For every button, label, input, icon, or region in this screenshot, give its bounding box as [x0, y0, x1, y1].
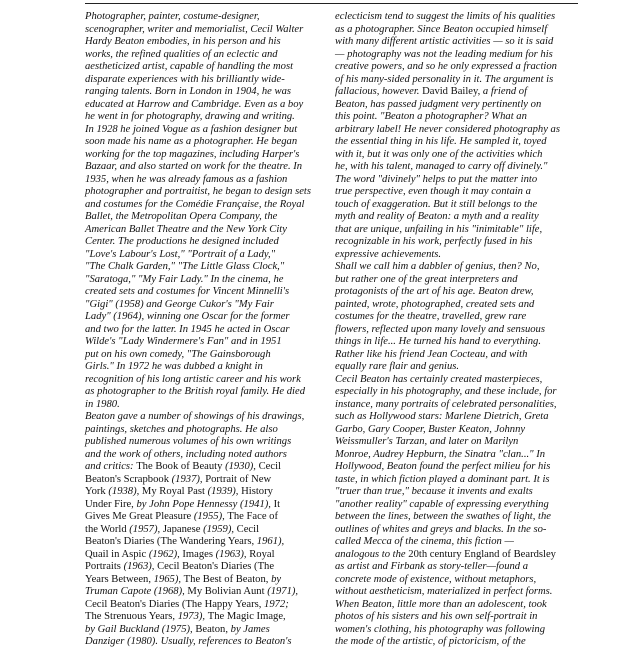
text-run: My Bolivian Aunt: [187, 586, 268, 597]
text-line: [85, 186, 337, 199]
text-run: Cecil Beaton has certainly created masterpieces,: [335, 373, 543, 385]
text-run: "Love's Labour's Lost," "Portrait of a Lady,": [85, 248, 276, 260]
text-run: as a photographer. Since Beaton occupied himself: [335, 23, 548, 35]
text-line: [85, 624, 337, 637]
text-run: painted, wrote, photographed, created sets and: [335, 298, 535, 310]
text-line: [85, 211, 337, 224]
text-run: (1963),: [215, 548, 250, 560]
text-run: — photography was not the leading medium for his: [335, 48, 553, 60]
text-run: (1971),: [267, 586, 299, 597]
text-run: flowers, reflected upon many lovely and sensuous: [335, 323, 545, 335]
text-line: [85, 399, 337, 412]
text-line: [335, 461, 587, 474]
text-line: [85, 486, 337, 499]
text-line: [85, 499, 337, 512]
text-line: [335, 261, 587, 274]
text-line: [335, 624, 587, 637]
text-run: instance, many portraits of celebrated personalities,: [335, 398, 557, 410]
text-run: works, the refined qualities of an eclectic and: [85, 48, 278, 60]
top-rule: [85, 3, 578, 4]
text-line: [85, 99, 337, 112]
text-line: [85, 424, 337, 437]
text-run: Under Fire,: [85, 498, 137, 510]
text-line: [85, 374, 337, 387]
text-run: with it, but it was only one of the activities which: [335, 148, 543, 160]
text-run: that are unique, unfailing in his "inimitable" life,: [335, 223, 543, 235]
text-line: [335, 61, 587, 74]
text-line: [85, 261, 337, 274]
text-line: [85, 49, 337, 62]
text-run: The Strenuous Years,: [85, 611, 178, 622]
text-run: Rather like his friend Jean Cocteau, and with: [335, 348, 528, 360]
text-run: the World: [85, 523, 130, 535]
text-line: [335, 486, 587, 499]
text-run: (1959),: [203, 523, 237, 535]
text-run: 20th century England of Beardsley: [408, 548, 556, 560]
text-run: aestheticized artist, capable of handling the most: [85, 61, 294, 72]
text-line: [335, 536, 587, 549]
text-line: [85, 361, 337, 374]
text-line: [85, 174, 337, 187]
text-line: [85, 124, 337, 137]
text-run: (1939),: [207, 486, 242, 497]
text-run: Portraits: [85, 561, 124, 572]
text-run: and critics:: [85, 461, 137, 472]
text-run: in 1980.: [85, 398, 120, 410]
text-line: [335, 549, 587, 562]
text-line: [335, 474, 587, 487]
text-line: [335, 149, 587, 162]
text-line: [85, 86, 337, 99]
text-line: [85, 411, 337, 424]
text-run: In 1928 he joined Vogue as a fashion designer but: [85, 123, 298, 135]
text-line: [335, 174, 587, 187]
text-line: [85, 199, 337, 212]
text-run: he, with his talent, managed to carry off divinely.": [335, 161, 548, 172]
text-run: by: [271, 573, 282, 585]
text-line: [335, 386, 587, 399]
text-run: Weissmuller's Tarzan, and later on Marilyn: [335, 436, 519, 447]
text-line: [85, 24, 337, 37]
text-run: women's clothing, his photography was following: [335, 623, 546, 635]
text-run: "truer than true," because it invents and exalts: [335, 486, 533, 497]
text-run: as photographer to the British royal family. He died: [85, 386, 306, 397]
text-run: 1961),: [256, 536, 285, 547]
text-run: things in life... He turned his hand to everything.: [335, 336, 541, 347]
text-run: by James: [230, 623, 270, 635]
text-run: Monroe, Audrey Hepburn, the Sinatra "clan..." In: [335, 448, 546, 460]
text-line: [85, 36, 337, 49]
text-run: paintings, sketches and photographs. He also: [85, 423, 278, 435]
text-line: [335, 399, 587, 412]
text-run: ranging talents. Born in London in 1904, he was: [85, 86, 291, 97]
text-run: true perspective, even though it may contain a: [335, 186, 531, 197]
text-run: working for the top magazines, including Harper's: [85, 148, 300, 160]
text-run: The word "divinely" helps to put the matter into: [335, 173, 538, 185]
right-text-column: [335, 11, 587, 649]
text-run: The Face of: [227, 511, 278, 522]
text-run: 1972;: [264, 598, 289, 610]
text-run: The Best of Beaton,: [183, 573, 272, 585]
text-run: Beaton, has passed judgment very pertinently on: [335, 98, 542, 110]
text-run: soon made his name as a photographer. He began: [85, 136, 298, 147]
text-line: [335, 36, 587, 49]
text-run: photos of his sisters and his own self-portrait in: [335, 611, 538, 622]
text-run: Lady" (1964), winning one Oscar for the former: [85, 311, 290, 322]
text-run: fallacious, however.: [335, 86, 423, 97]
text-line: [85, 249, 337, 262]
text-line: [335, 636, 587, 649]
text-line: [335, 249, 587, 262]
text-line: [335, 236, 587, 249]
text-line: [335, 449, 587, 462]
text-run: eclecticism tend to suggest the limits of his qualities: [335, 11, 556, 22]
text-run: Beaton's Scrapbook: [85, 473, 172, 485]
text-run: arbitrary label! He never considered photography as: [335, 123, 560, 135]
text-line: [85, 636, 337, 649]
text-run: equally rare flair and genius.: [335, 361, 460, 372]
text-run: American Ballet Theatre and the New York City: [85, 223, 287, 235]
text-line: [85, 224, 337, 237]
text-run: Hardy Beaton embodies, in his person and his: [85, 36, 281, 47]
text-run: disparate experiences with his brilliantly wide-: [85, 73, 285, 85]
text-line: [335, 586, 587, 599]
text-run: 1965),: [153, 573, 184, 585]
text-run: recognition of his long artistic career and his work: [85, 373, 301, 385]
left-text-column: [85, 11, 337, 649]
text-line: [85, 336, 337, 349]
text-line: [85, 11, 337, 24]
text-line: [335, 311, 587, 324]
text-run: The Book of Beauty: [136, 461, 226, 472]
text-line: [335, 161, 587, 174]
text-line: [85, 511, 337, 524]
text-line: [335, 286, 587, 299]
text-line: [335, 74, 587, 87]
text-line: [335, 136, 587, 149]
text-line: [335, 411, 587, 424]
text-run: taste, in which fiction played a dominant part. It is: [335, 473, 550, 485]
text-run: "Gigi" (1958) and George Cukor's "My Fair: [85, 298, 274, 310]
text-line: [335, 349, 587, 362]
text-run: Garbo, Gary Cooper, Buster Keaton, Johnny: [335, 423, 526, 435]
text-run: Bazaar, and also started on work for the theatre. In: [85, 161, 303, 172]
text-line: [85, 349, 337, 362]
text-line: [335, 274, 587, 287]
text-run: (1955),: [193, 511, 228, 522]
text-run: (1930),: [225, 461, 259, 472]
text-run: such as Hollywood stars: Marlene Dietrich, Greta: [335, 411, 549, 422]
text-line: [85, 324, 337, 337]
text-run: recognizable in his work, perfectly fused in his: [335, 236, 533, 247]
text-line: [335, 299, 587, 312]
text-line: [85, 149, 337, 162]
text-run: Girls." In 1972 he was dubbed a knight in: [85, 361, 263, 372]
text-line: [335, 211, 587, 224]
text-line: [85, 236, 337, 249]
text-run: Photographer, painter, costume-designer,: [85, 11, 260, 22]
text-line: [335, 336, 587, 349]
text-run: Images: [182, 548, 216, 560]
text-run: without aestheticism, materialized in perfect forms.: [335, 586, 553, 597]
text-line: [85, 599, 337, 612]
text-line: [335, 424, 587, 437]
text-line: [85, 561, 337, 574]
text-line: [85, 549, 337, 562]
text-run: as artist and Firbank as story-teller—found a: [335, 561, 529, 572]
text-run: Cecil Beaton's Diaries (The: [157, 561, 275, 572]
text-run: by Gail Buckland (1975),: [85, 623, 196, 635]
text-line: [335, 199, 587, 212]
text-run: Royal: [249, 548, 275, 560]
text-run: York: [85, 486, 109, 497]
text-run: photographer and portraitist, he began to design sets: [85, 186, 311, 197]
text-run: and costumes for the Comédie Française, the Royal: [85, 198, 305, 210]
text-run: When Beaton, little more than an adolescent, took: [335, 598, 547, 610]
text-run: expressive achievements.: [335, 248, 442, 260]
text-line: [85, 474, 337, 487]
text-run: Beaton,: [195, 623, 231, 635]
text-line: [335, 599, 587, 612]
text-line: [85, 161, 337, 174]
text-run: Cecil: [258, 461, 281, 472]
text-line: [335, 86, 587, 99]
text-run: called Mecca of the cinema, this fiction —: [335, 536, 514, 547]
text-line: [85, 61, 337, 74]
text-line: [85, 111, 337, 124]
text-run: but rather one of the great interpreters and: [335, 273, 518, 285]
text-line: [85, 449, 337, 462]
text-run: 1973),: [177, 611, 208, 622]
text-line: [85, 574, 337, 587]
text-run: published numerous volumes of his own writings: [85, 436, 292, 447]
text-line: [85, 436, 337, 449]
text-run: Beaton gave a number of showings of his drawings,: [85, 411, 305, 422]
text-run: Beaton's Diaries (The Wandering Years,: [85, 536, 257, 547]
text-run: 1935, when he was already famous as a fashion: [85, 173, 288, 185]
text-line: [335, 186, 587, 199]
text-run: My Royal Past: [141, 486, 208, 497]
text-line: [85, 611, 337, 624]
text-run: especially in his photography, and these include, for: [335, 386, 557, 397]
text-run: (1938),: [108, 486, 142, 497]
text-run: outlines of whites and greys and blacks. In the so-: [335, 523, 547, 535]
text-run: with many different artistic activities — so it is said: [335, 36, 554, 47]
text-run: "Saratoga," "My Fair Lady." In the cinema, he: [85, 273, 284, 285]
text-line: [85, 586, 337, 599]
text-run: Ballet, the Metropolitan Opera Company, the: [85, 211, 278, 222]
text-run: Danziger (1980). Usually, references to Beaton's: [85, 636, 292, 647]
text-run: and two for the latter. In 1945 he acted in Oscar: [85, 323, 290, 335]
text-run: Years Between,: [85, 573, 154, 585]
text-run: protagonists of the art of his age. Beaton drew,: [335, 286, 534, 297]
text-line: [335, 499, 587, 512]
text-line: [335, 11, 587, 24]
text-run: It: [273, 498, 281, 510]
text-line: [85, 311, 337, 324]
text-run: by John Pope Hennessy (1941),: [136, 498, 274, 510]
text-line: [335, 124, 587, 137]
text-run: educated at Harrow and Cambridge. Even as a boy: [85, 98, 304, 110]
text-run: analogous to the: [335, 548, 409, 560]
text-line: [335, 374, 587, 387]
text-line: [85, 286, 337, 299]
text-run: Cecil Beaton's Diaries (The Happy Years,: [85, 598, 265, 610]
text-run: this point. "Beaton a photographer? What an: [335, 111, 527, 122]
text-run: costumes for the theatre, travelled, grew rare: [335, 311, 527, 322]
text-line: [335, 49, 587, 62]
text-line: [85, 536, 337, 549]
text-run: and the work of others, including noted authors: [85, 448, 287, 460]
text-run: (1962),: [148, 548, 183, 560]
text-run: Hollywood, Beaton found the perfect milieu for his: [335, 461, 551, 472]
text-line: [335, 511, 587, 524]
text-line: [335, 611, 587, 624]
text-line: [335, 524, 587, 537]
text-line: [335, 324, 587, 337]
text-line: [85, 386, 337, 399]
text-run: created sets and costumes for Vincent Minnelli's: [85, 286, 290, 297]
text-run: The Magic Image,: [207, 611, 286, 622]
text-run: of his many-sided personality in it. The argument is: [335, 73, 554, 85]
text-run: Quail in Aspic: [85, 548, 149, 560]
text-line: [335, 361, 587, 374]
text-run: concrete mode of existence, without metaphors,: [335, 573, 537, 585]
text-run: (1957),: [129, 523, 163, 535]
text-run: "another reality" capable of expressing everything: [335, 498, 549, 510]
text-run: the mode of the artistic, of pictoricism, of the: [335, 636, 526, 647]
text-run: Gives Me Great Pleasure: [85, 511, 194, 522]
text-line: [85, 274, 337, 287]
text-run: creative powers, and so he only expressed a fraction: [335, 61, 557, 72]
text-line: [85, 136, 337, 149]
text-run: Shall we call him a dabbler of genius, then? No,: [335, 261, 540, 272]
text-line: [85, 299, 337, 312]
text-run: touch of exaggeration. But it still belongs to the: [335, 198, 538, 210]
text-line: [335, 111, 587, 124]
text-run: put on his own comedy, "The Gainsborough: [85, 348, 271, 360]
text-line: [335, 561, 587, 574]
text-run: myth and reality of Beaton: a myth and a reality: [335, 211, 539, 222]
text-run: (1963),: [123, 561, 158, 572]
text-run: a friend of: [482, 86, 528, 97]
text-run: Wilde's "Lady Windermere's Fan" and in 1951: [85, 336, 282, 347]
text-line: [335, 24, 587, 37]
text-run: Japanese: [162, 523, 204, 535]
text-run: Truman Capote (1968),: [85, 586, 188, 597]
text-line: [335, 574, 587, 587]
text-run: History: [241, 486, 273, 497]
text-run: Cecil: [236, 523, 260, 535]
text-run: Portrait of New: [205, 473, 272, 485]
text-run: the essential thing in his life. He sampled it, toyed: [335, 136, 547, 147]
text-line: [335, 224, 587, 237]
text-run: he went in for photography, drawing and writing.: [85, 111, 295, 122]
text-run: scenographer, writer and memorialist, Cecil Walter: [85, 23, 304, 35]
text-line: [85, 461, 337, 474]
text-line: [335, 99, 587, 112]
text-line: [85, 74, 337, 87]
text-run: "The Chalk Garden," "The Little Glass Clock,": [85, 261, 285, 272]
text-run: (1937),: [171, 473, 206, 485]
text-line: [85, 524, 337, 537]
text-run: between the lines, between the swathes of light, the: [335, 511, 551, 522]
text-line: [335, 436, 587, 449]
text-run: Center. The productions he designed included: [85, 236, 279, 247]
text-run: David Bailey,: [422, 86, 483, 97]
